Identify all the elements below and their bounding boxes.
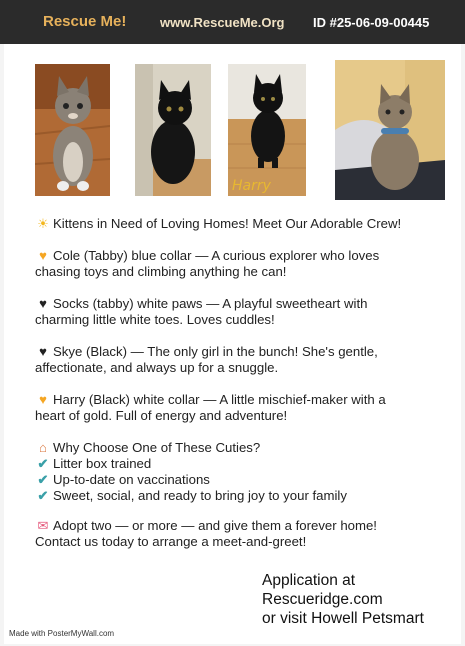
header-bar <box>0 0 465 44</box>
house-icon: ⌂ <box>39 440 47 455</box>
kitten-photo-socks[interactable] <box>135 64 211 196</box>
kitten-entry-skye: ♥ Skye (Black) — The only girl in the bunch! She's gentle, affectionate, and always up for a snuggle. <box>35 344 378 375</box>
love-letter-icon: ✉ <box>37 518 49 533</box>
orange-heart-icon: ♥ <box>39 392 47 407</box>
black-heart-icon: ♥ <box>39 296 47 311</box>
brand-logo[interactable]: Rescue Me! <box>43 13 127 30</box>
footer-credit[interactable]: Made with PosterMyWall.com <box>9 629 115 638</box>
check-icon: ✔ <box>37 488 49 503</box>
why-choose-section: ⌂ Why Choose One of These Cuties? ✔ Litter box trained ✔ Up-to-date on vaccinations ✔ Sweet, social, and ready to bring joy to your family <box>35 440 445 504</box>
intro-line: ☀ Kittens in Need of Loving Homes! Meet Our Adorable Crew! <box>35 216 445 232</box>
kitten-entry-cole: ♥ Cole (Tabby) blue collar — A curious explorer who loves chasing toys and climbing anything he can! <box>35 248 380 279</box>
black-heart-icon: ♥ <box>39 344 47 359</box>
kitten-entry-harry: ♥ Harry (Black) white collar — A little mischief-maker with a heart of gold. Full of energy and adventure! <box>35 392 386 423</box>
kitten-photo-harry[interactable] <box>228 64 306 196</box>
photo-handwriting: Harry <box>232 178 271 194</box>
sun-icon: ☀ <box>37 216 49 231</box>
orange-heart-icon: ♥ <box>39 248 47 263</box>
site-link[interactable]: www.RescueMe.Org <box>160 15 285 30</box>
adopt-callout: ✉ Adopt two — or more — and give them a forever home! Contact us today to arrange a meet-and-greet! <box>35 518 377 549</box>
application-info: Application at Rescueridge.com or visit Howell Petsmart <box>262 571 457 628</box>
kitten-photo-tabby[interactable] <box>335 60 445 200</box>
check-icon: ✔ <box>37 456 49 471</box>
kitten-entry-socks: ♥ Socks (tabby) white paws — A playful sweetheart with charming little white toes. Loves cuddles! <box>35 296 368 327</box>
pet-id: ID #25-06-09-00445 <box>313 15 430 30</box>
poster-card <box>4 44 461 644</box>
kitten-photo-cole[interactable] <box>35 64 110 196</box>
application-link[interactable]: Rescueridge.com <box>262 591 383 608</box>
check-icon: ✔ <box>37 472 49 487</box>
